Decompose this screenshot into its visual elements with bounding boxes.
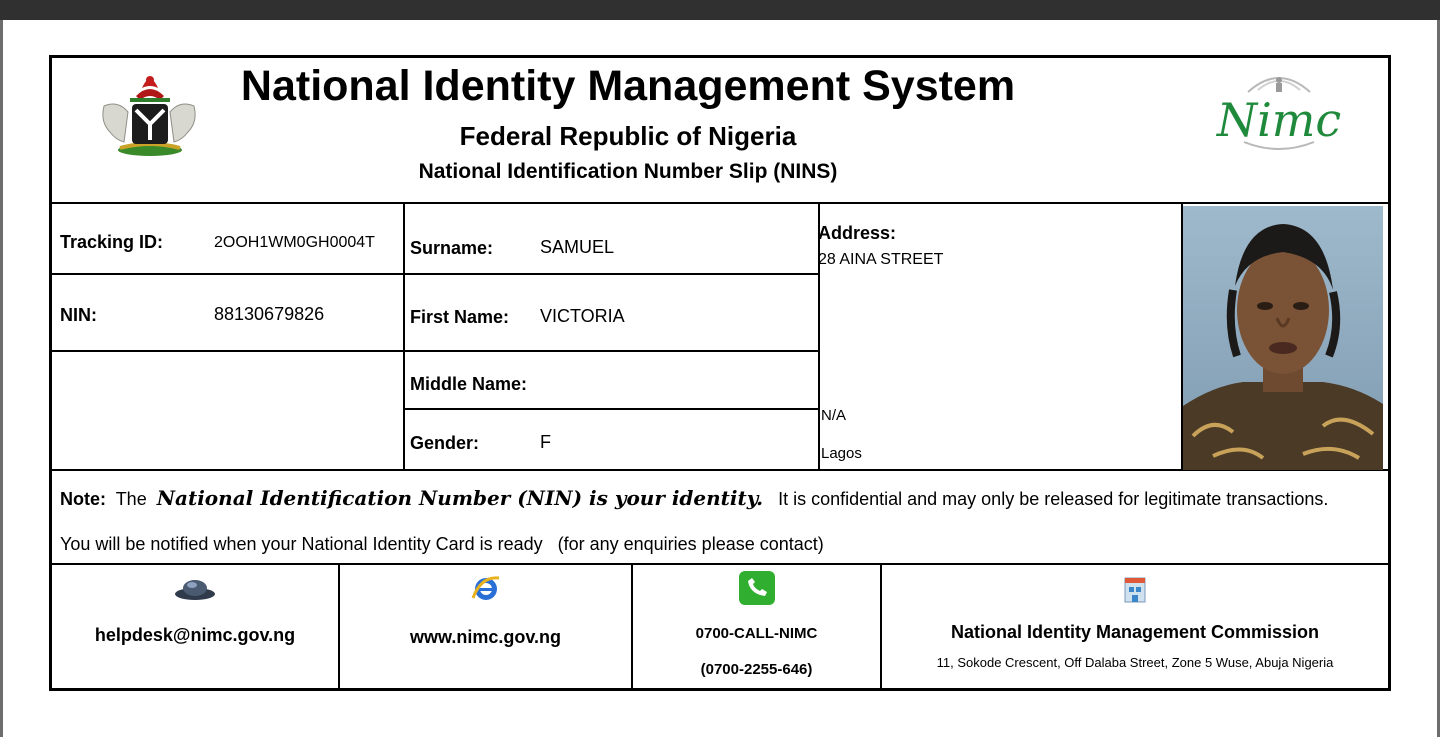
nin-value: 88130679826 [214,304,325,324]
phone-icon [738,570,776,606]
note-emphasis: National Identification Number (NIN) is your identity. [156,486,764,510]
divider-col1 [403,204,405,469]
svg-text:Nimc: Nimc [1216,93,1342,147]
nin-slip [49,55,1391,691]
row-divider-b [52,350,403,352]
contact-phone-numeric[interactable]: (0700-2255-646) [700,661,813,678]
email-helpdesk-icon [173,576,217,602]
gender-value: F [540,432,551,452]
contact-phone[interactable]: 0700-CALL-NIMC [695,625,818,642]
surname-label: Surname: [410,238,494,258]
note-line-1 [60,486,1328,510]
note-pre-text: The [115,489,147,509]
tracking-id-value: 2OOH1WM0GH0004T [214,234,375,251]
note-line-2: You will be notified when your National Identity Card is ready (for any enquiries please contact) [60,534,824,554]
contact-email-cell [52,566,338,688]
middle-name-label: Middle Name: [410,374,528,394]
row-divider-a [52,273,403,275]
surname-value: SAMUEL [540,237,615,257]
viewer-top-bar [0,0,1440,20]
row-divider-e [405,408,818,410]
note-post-text: It is confidential and may only be released for legitimate transactions. [778,489,1329,509]
holder-photo [1183,206,1383,470]
contact-office-cell [882,566,1388,688]
address-label: Address: [818,223,897,243]
note-prefix: Note: [60,489,106,509]
row-divider-d [405,350,818,352]
first-name-value: VICTORIA [540,306,625,326]
office-building-icon [1122,574,1148,604]
address-line2: N/A [821,407,847,424]
contact-website[interactable]: www.nimc.gov.ng [409,627,561,647]
tracking-id-label: Tracking ID: [60,232,164,252]
contact-email[interactable]: helpdesk@nimc.gov.ng [94,625,296,645]
note-divider [52,563,1388,565]
slip-title: National Identification Number Slip (NINS) [418,160,838,183]
contact-phone-cell [633,566,880,688]
gender-label: Gender: [410,433,480,453]
internet-explorer-icon [471,572,501,604]
header-divider [52,202,1388,204]
country-subtitle: Federal Republic of Nigeria [459,121,797,151]
org-name: National Identity Management Commission [950,622,1320,642]
first-name-label: First Name: [410,307,510,327]
address-line1: 28 AINA STREET [818,251,944,268]
nimc-logo [1214,66,1344,156]
nin-label: NIN: [60,305,97,325]
org-address: 11, Sokode Crescent, Off Dalaba Street, Zone 5 Wuse, Abuja Nigeria [936,655,1334,670]
row-divider-c [405,273,818,275]
system-title: National Identity Management System [240,62,1016,110]
contact-website-cell [340,566,631,688]
address-line3: Lagos [821,445,862,462]
viewer-left-edge [0,20,3,737]
